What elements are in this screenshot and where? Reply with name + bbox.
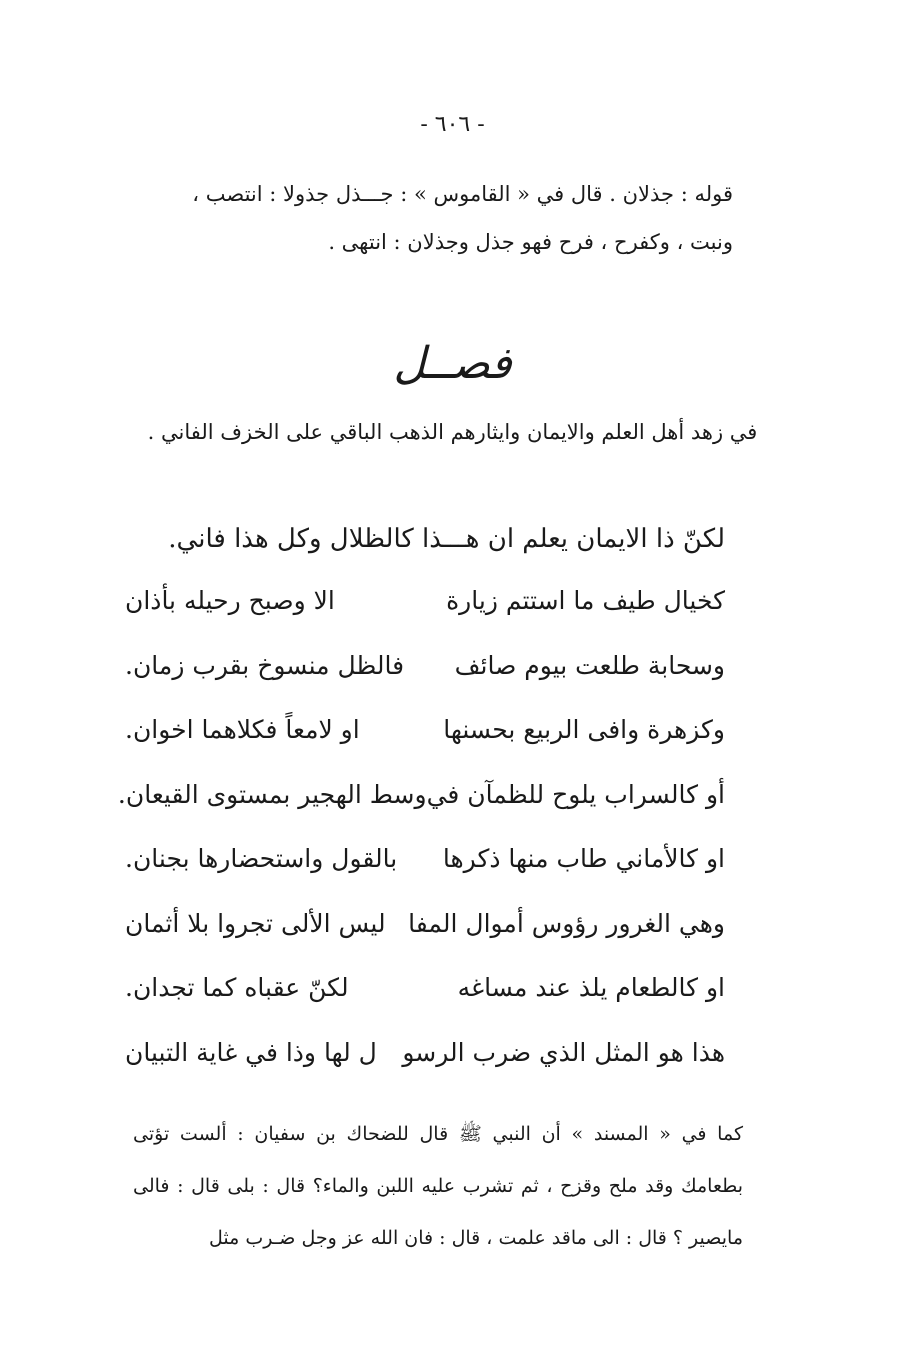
verse-row bbox=[125, 973, 725, 1038]
verse-first-hemistich: او كالأماني طاب منها ذكرها bbox=[442, 844, 725, 873]
poem-verses bbox=[117, 586, 725, 1102]
page-number: - ٦٠٦ - bbox=[420, 112, 485, 137]
verse-first-hemistich: او كالطعام يلذ عند مساغه bbox=[457, 973, 725, 1002]
bottom-note-line: مايصير ؟ قال : الى ماقد علمت ، قال : فان الله عز وجل ضـرب مثل bbox=[209, 1227, 743, 1249]
verse-first-hemistich: وهي الغرور رؤوس أموال المفا bbox=[408, 908, 725, 938]
verse-second-hemistich: ل لها وذا في غاية التبيان bbox=[125, 1037, 377, 1067]
top-note bbox=[113, 170, 733, 266]
verse-second-hemistich: فالظل منسوخ بقرب زمان. bbox=[125, 650, 405, 680]
verse-row bbox=[125, 586, 725, 651]
verse-row bbox=[125, 715, 725, 780]
verse-first-hemistich: أو كالسراب يلوح للظمآن في bbox=[426, 779, 725, 809]
bottom-note bbox=[133, 1108, 743, 1264]
verse-second-hemistich: وسط الهجير بمستوى القيعان. bbox=[117, 779, 427, 809]
top-note-line: ونبت ، وكفرح ، فرح فهو جذل وجذلان : انتهى . bbox=[328, 230, 733, 254]
verse-second-hemistich: الا وصبح رحيله بأذان bbox=[125, 586, 335, 615]
verse-first-hemistich: كخيال طيف ما استتم زيارة bbox=[446, 586, 725, 615]
verse-first-hemistich: وكزهرة وافى الربيع بحسنها bbox=[443, 715, 725, 744]
section-subtitle: في زهد أهل العلم والايمان وايثارهم الذهب الباقي على الخزف الفاني . bbox=[147, 420, 758, 444]
top-note-line: قوله : جذلان . قال في « القاموس » : جـــذل جذولا : انتصب ، bbox=[192, 182, 733, 206]
verse-second-hemistich: بالقول واستحضارها بجنان. bbox=[125, 844, 398, 873]
section-heading: فصــل bbox=[393, 338, 512, 389]
verse-first-hemistich: هذا هو المثل الذي ضرب الرسو bbox=[402, 1037, 725, 1067]
verse-first-hemistich: وسحابة طلعت بيوم صائف bbox=[454, 650, 725, 680]
bottom-note-line: كما في « المسند » أن النبي ﷺ قال للضحاك بن سفيان : ألست تؤتى bbox=[133, 1123, 743, 1145]
bottom-note-line: بطعامك وقد ملح وقزح ، ثم تشرب عليه اللبن والماء؟ قال : بلى قال : فالى bbox=[133, 1175, 743, 1197]
verse-row bbox=[125, 651, 725, 716]
verse-row bbox=[125, 844, 725, 909]
verse-row bbox=[125, 909, 725, 974]
opening-verse: لكنّ ذا الايمان يعلم ان هـــذا كالظلال وكل هذا فاني. bbox=[168, 524, 725, 554]
verse-second-hemistich: او لامعاً فكلاهما اخوان. bbox=[125, 715, 360, 744]
verse-row bbox=[125, 1038, 725, 1103]
verse-second-hemistich: ليس الألى تجروا بلا أثمان bbox=[125, 908, 386, 938]
verse-second-hemistich: لكنّ عقباه كما تجدان. bbox=[125, 973, 349, 1002]
verse-row bbox=[117, 779, 725, 845]
